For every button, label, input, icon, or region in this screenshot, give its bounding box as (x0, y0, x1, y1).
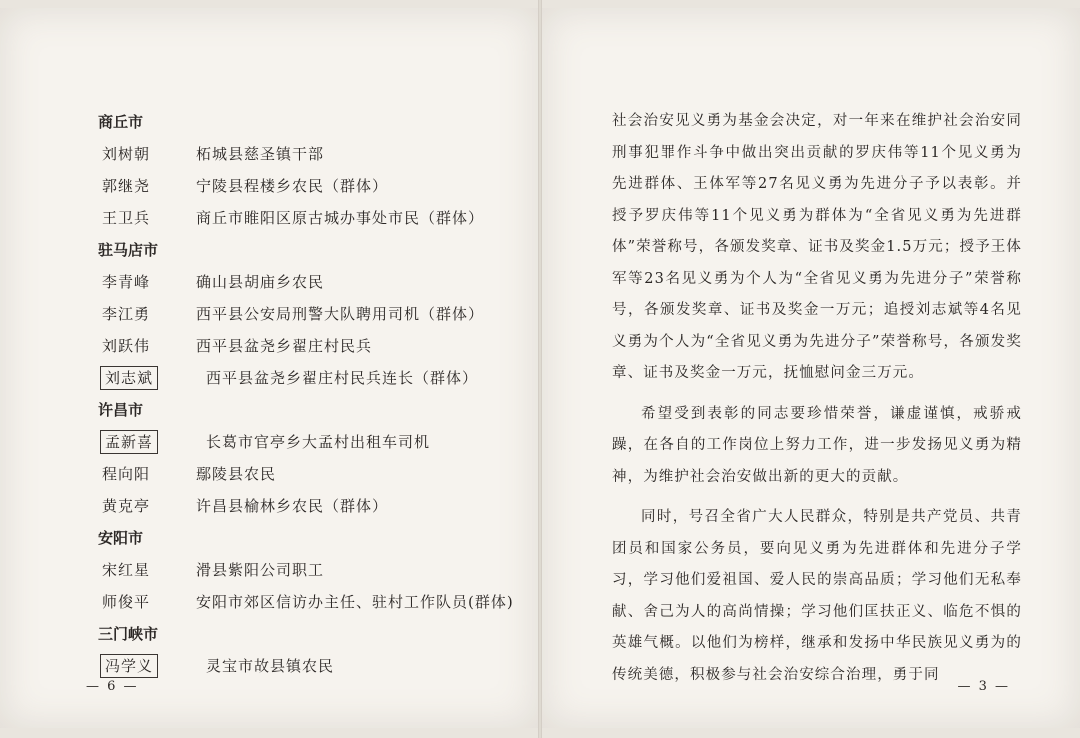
honoree-description: 滑县紫阳公司职工 (196, 561, 325, 579)
honoree-name-boxed: 冯学义 (100, 654, 158, 678)
honoree-description: 鄢陵县农民 (196, 465, 277, 483)
commendation-text (612, 106, 1022, 691)
honoree-name: 李青峰 (102, 273, 151, 291)
honoree-description: 柘城县慈圣镇干部 (196, 145, 325, 163)
honoree-name: 黄克亭 (102, 497, 151, 515)
honoree-row (98, 138, 518, 170)
honoree-description: 确山县胡庙乡农民 (196, 273, 325, 291)
honoree-row (98, 426, 518, 458)
honoree-row (98, 586, 518, 618)
honoree-row (98, 202, 518, 234)
paragraph-2: 希望受到表彰的同志要珍惜荣誉，谦虚谨慎，戒骄戒躁，在各自的工作岗位上努力工作，进一步发扬见义勇为精神，为维护社会治安做出新的更大的贡献。 (612, 405, 1022, 485)
honoree-row (98, 554, 518, 586)
honoree-description: 安阳市郊区信访办主任、驻村工作队员(群体) (196, 593, 514, 611)
honoree-name: 程向阳 (102, 465, 151, 483)
honoree-row (98, 458, 518, 490)
city-heading: 许昌市 (98, 401, 144, 419)
honoree-row (98, 362, 518, 394)
right-page (542, 8, 1080, 728)
honoree-description: 灵宝市故县镇农民 (206, 657, 335, 675)
page-number-left: — 6 — (86, 679, 139, 694)
page-number-right: — 3 — (957, 679, 1010, 694)
honoree-name-boxed: 孟新喜 (100, 430, 158, 454)
honoree-name: 师俊平 (102, 593, 151, 611)
honoree-name: 王卫兵 (102, 209, 151, 227)
paragraph-3: 同时，号召全省广大人民群众，特别是共产党员、共青团员和国家公务员，要向见义勇为先进群体和先进分子学习，学习他们爱祖国、爱人民的崇高品质；学习他们无私奉献、舍己为人的高尚情操；学习他们匡扶正义、临危不惧的英雄气概。以他们为榜样，继承和发扬中华民族见义勇为的传统美德，积极参与社会治安综合治理，勇于同 (612, 509, 1022, 683)
honoree-description: 西平县盆尧乡翟庄村民兵连长（群体） (206, 369, 479, 387)
honoree-row (98, 650, 518, 682)
honoree-row (98, 490, 518, 522)
honoree-description: 西平县公安局刑警大队聘用司机（群体） (196, 305, 485, 323)
honoree-row (98, 330, 518, 362)
honoree-name: 宋红星 (102, 561, 151, 579)
honoree-description: 宁陵县程楼乡农民（群体） (196, 177, 389, 195)
city-heading: 安阳市 (98, 529, 144, 547)
honoree-name: 李江勇 (102, 305, 151, 323)
honoree-name: 郭继尧 (102, 177, 151, 195)
honoree-row (98, 298, 518, 330)
honoree-description: 商丘市睢阳区原古城办事处市民（群体） (196, 209, 485, 227)
paragraph-1: 社会治安见义勇为基金会决定，对一年来在维护社会治安同刑事犯罪作斗争中做出突出贡献的罗庆伟等11个见义勇为先进群体、王体军等27名见义勇为先进分子予以表彰。并授予罗庆伟等11个见义勇为群体为“全省见义勇为先进群体”荣誉称号，各颁发奖章、证书及奖金1.5万元；授予王体军等23名见义勇为个人为“全省见义勇为先进分子”荣誉称号，各颁发奖章、证书及奖金一万元；追授刘志斌等4名见义勇为个人为“全省见义勇为先进分子”荣誉称号，各颁发奖章、证书及奖金一万元，抚恤慰问金三万元。 (612, 113, 1022, 381)
honoree-description: 西平县盆尧乡翟庄村民兵 (196, 337, 373, 355)
honoree-description: 长葛市官亭乡大孟村出租车司机 (206, 433, 431, 451)
honoree-row (98, 170, 518, 202)
city-heading: 商丘市 (98, 113, 144, 131)
honoree-row (98, 266, 518, 298)
honoree-description: 许昌县榆林乡农民（群体） (196, 497, 389, 515)
honoree-name-boxed: 刘志斌 (100, 366, 158, 390)
honoree-list (98, 106, 518, 682)
honoree-name: 刘跃伟 (102, 337, 151, 355)
honoree-name: 刘树朝 (102, 145, 151, 163)
city-heading: 驻马店市 (98, 241, 159, 259)
city-heading: 三门峡市 (98, 625, 159, 643)
left-page (0, 8, 538, 728)
